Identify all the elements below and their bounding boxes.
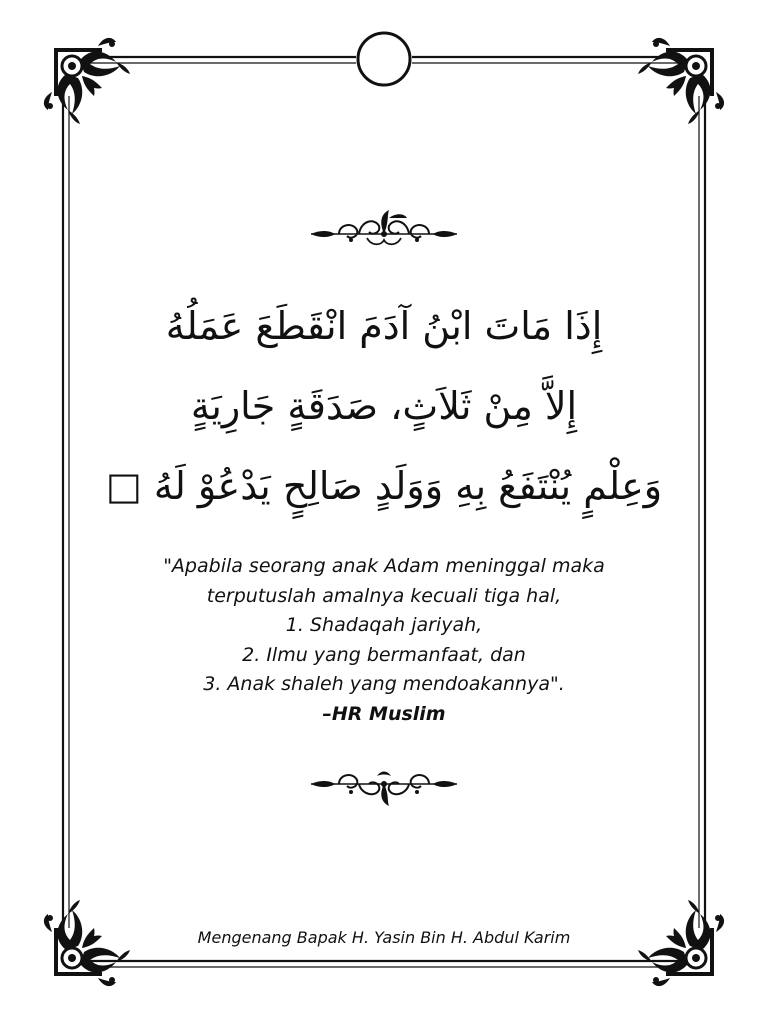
floral-corner-top-left-icon [44,38,130,124]
floral-divider-top-icon [309,208,459,248]
translation-item-2: 2. Ilmu yang bermanfaat, dan [242,643,526,666]
missing-glyph-box: □ [105,464,142,508]
hadith-translation [100,552,668,729]
hadith-arabic-line-2: إِلاَّ مِنْ ثَلاَثٍ، صَدَقَةٍ جَارِيَةٍ [190,384,578,428]
hadith-arabic-line-1: إِذَا مَاتَ ابْنُ آدَمَ انْقَطَعَ عَمَلُهُ [165,304,603,348]
hadith-arabic-line-3-text: وَعِلْمٍ يُنْتَفَعُ بِهِ وَوَلَدٍ صَالِحٍ يَدْعُوْ لَهُ [141,464,663,508]
translation-line-1: "Apabila seorang anak Adam meninggal maka [163,555,605,577]
hadith-source: –HR Muslim [322,702,446,725]
translation-line-2: terputuslah amalnya kecuali tiga hal, [206,584,562,607]
hadith-arabic [100,286,668,526]
dedication-text: Mengenang Bapak H. Yasin Bin H. Abdul Karim [197,928,571,947]
translation-item-3: 3. Anak shaleh yang mendoakannya". [203,673,565,695]
circle-medallion-icon [358,33,410,85]
translation-item-1: 1. Shadaqah jariyah, [285,614,483,636]
hadith-arabic-line-3 [100,446,668,526]
floral-corner-top-right-icon [638,38,724,124]
floral-divider-bottom-icon [309,768,459,808]
